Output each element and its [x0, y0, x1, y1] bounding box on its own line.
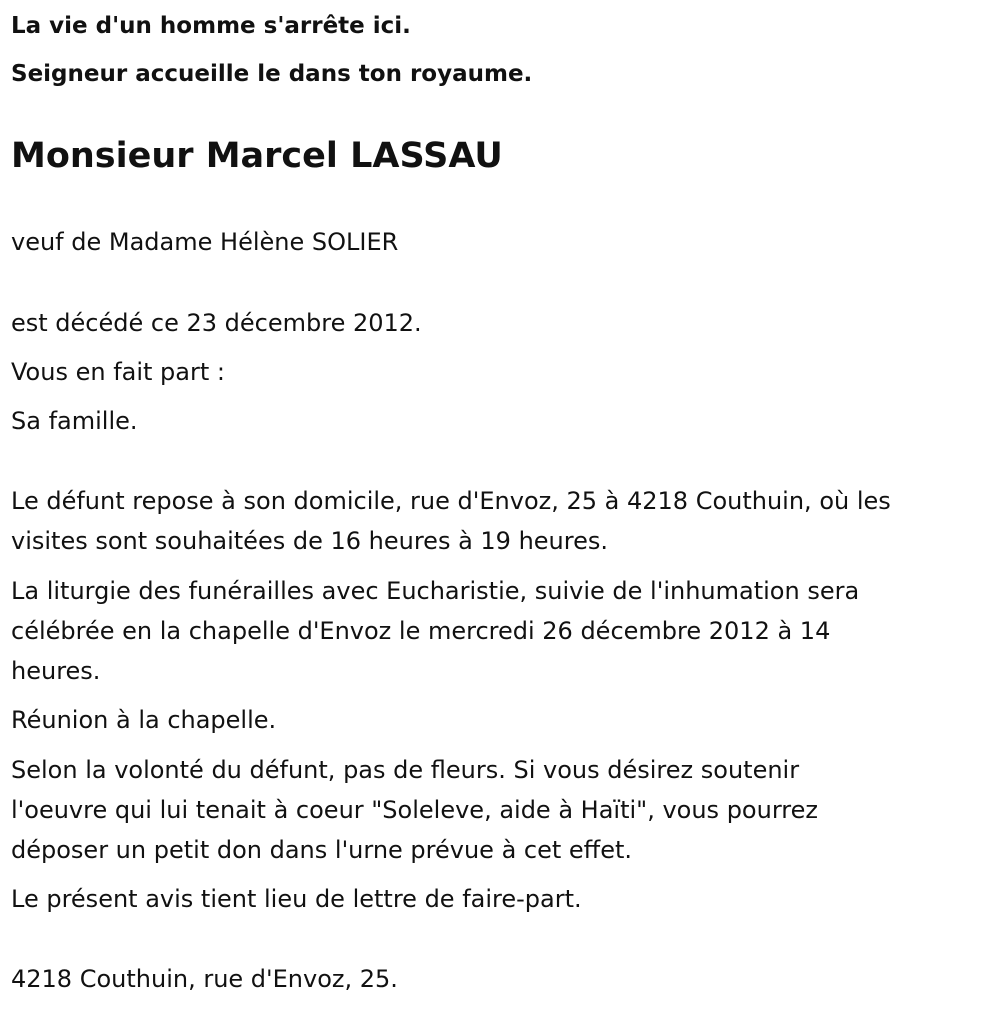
- visitation-line-2: visites sont souhaitées de 16 heures à 19 heures.: [11, 527, 608, 555]
- gathering-note: Réunion à la chapelle.: [11, 706, 277, 734]
- epigraph-line-1: La vie d'un homme s'arrête ici.: [11, 13, 411, 39]
- death-date-notice: est décédé ce 23 décembre 2012.: [11, 309, 422, 337]
- visitation-paragraph: [11, 481, 981, 561]
- donation-line-2: l'oeuvre qui lui tenait à coeur "Soleleve, aide à Haïti", vous pourrez: [11, 796, 818, 824]
- liturgy-line-2: célébrée en la chapelle d'Envoz le mercredi 26 décembre 2012 à 14: [11, 617, 831, 645]
- donation-line-3: déposer un petit don dans l'urne prévue à cet effet.: [11, 836, 633, 864]
- deceased-name: Monsieur Marcel LASSAU: [11, 136, 503, 176]
- faire-part-notice: Le présent avis tient lieu de lettre de faire-part.: [11, 885, 582, 913]
- address-line: 4218 Couthuin, rue d'Envoz, 25.: [11, 965, 398, 993]
- liturgy-line-3: heures.: [11, 657, 101, 685]
- donation-paragraph: [11, 750, 981, 870]
- spouse-relation: veuf de Madame Hélène SOLIER: [11, 228, 399, 256]
- donation-line-1: Selon la volonté du défunt, pas de fleurs. Si vous désirez soutenir: [11, 756, 800, 784]
- epigraph-line-2: Seigneur accueille le dans ton royaume.: [11, 61, 533, 87]
- visitation-line-1: Le défunt repose à son domicile, rue d'Envoz, 25 à 4218 Couthuin, où les: [11, 487, 891, 515]
- announcement-intro: Vous en fait part :: [11, 358, 225, 386]
- announcement-family: Sa famille.: [11, 407, 138, 435]
- liturgy-line-1: La liturgie des funérailles avec Eucharistie, suivie de l'inhumation sera: [11, 577, 860, 605]
- liturgy-paragraph: [11, 571, 981, 691]
